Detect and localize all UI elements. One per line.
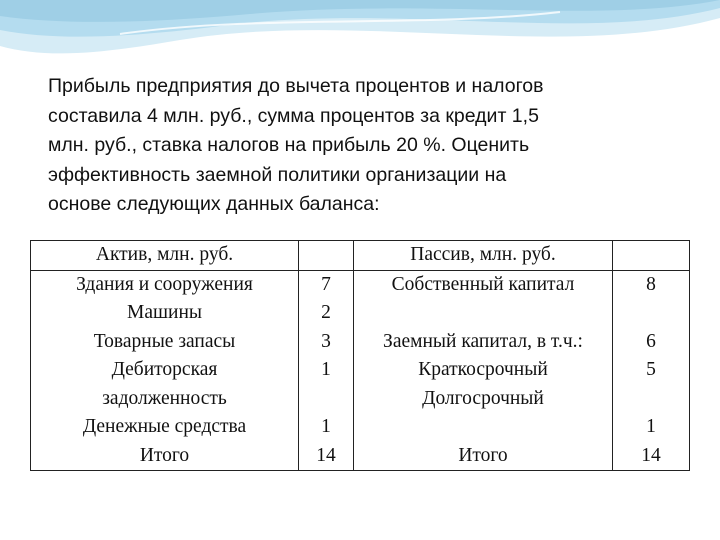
asset-labels-cell [31, 270, 299, 471]
liability-label: Собственный капитал [391, 273, 575, 295]
asset-value: 1 [321, 416, 331, 437]
asset-value: 7 [321, 273, 331, 295]
asset-label: Итого [139, 444, 190, 466]
asset-label: Товарные запасы [93, 330, 236, 352]
liability-label: Заемный капитал, в т.ч.: [383, 330, 583, 352]
liability-value [613, 385, 689, 414]
asset-header-value-cell [299, 241, 354, 271]
table-body-row [31, 270, 690, 471]
liability-value [613, 299, 689, 328]
liability-label: Итого [458, 444, 508, 466]
asset-value: 1 [321, 359, 331, 380]
asset-label: Денежные средства [82, 416, 247, 437]
liability-values-cell [613, 270, 690, 471]
asset-value: 3 [321, 330, 331, 352]
asset-value: 14 [316, 444, 336, 466]
asset-value: 2 [321, 302, 331, 323]
table-header-row [31, 241, 690, 271]
problem-line: Прибыль предприятия до вычета процентов и налогов [48, 75, 544, 97]
liability-header-value-cell [613, 241, 690, 271]
liability-label: Краткосрочный [418, 359, 548, 380]
asset-label: задолженность [102, 387, 227, 409]
problem-statement [48, 72, 688, 220]
asset-values-cell [299, 270, 354, 471]
liability-value: 5 [646, 359, 656, 380]
liability-label: Долгосрочный [422, 387, 544, 409]
asset-value [299, 385, 353, 414]
asset-label: Здания и сооружения [76, 273, 253, 295]
liability-labels-cell [354, 270, 613, 471]
problem-line: млн. руб., ставка налогов на прибыль 20 %. Оценить [48, 134, 530, 156]
problem-line: основе следующих данных баланса: [48, 193, 380, 215]
asset-label: Машины [127, 302, 202, 323]
liability-label [354, 413, 612, 442]
problem-line: составила 4 млн. руб., сумма процентов за кредит 1,5 [48, 104, 539, 127]
balance-sheet-table [30, 240, 690, 471]
liability-value: 14 [641, 444, 661, 466]
liability-value: 8 [646, 273, 656, 295]
liability-header: Пассив, млн. руб. [354, 241, 613, 271]
liability-value: 1 [646, 416, 656, 437]
header-wave-decoration [0, 0, 720, 80]
asset-header: Актив, млн. руб. [31, 241, 299, 271]
liability-label [354, 299, 612, 328]
asset-label: Дебиторская [111, 359, 218, 380]
problem-line: эффективность заемной политики организации на [48, 163, 507, 186]
liability-value: 6 [646, 330, 656, 352]
